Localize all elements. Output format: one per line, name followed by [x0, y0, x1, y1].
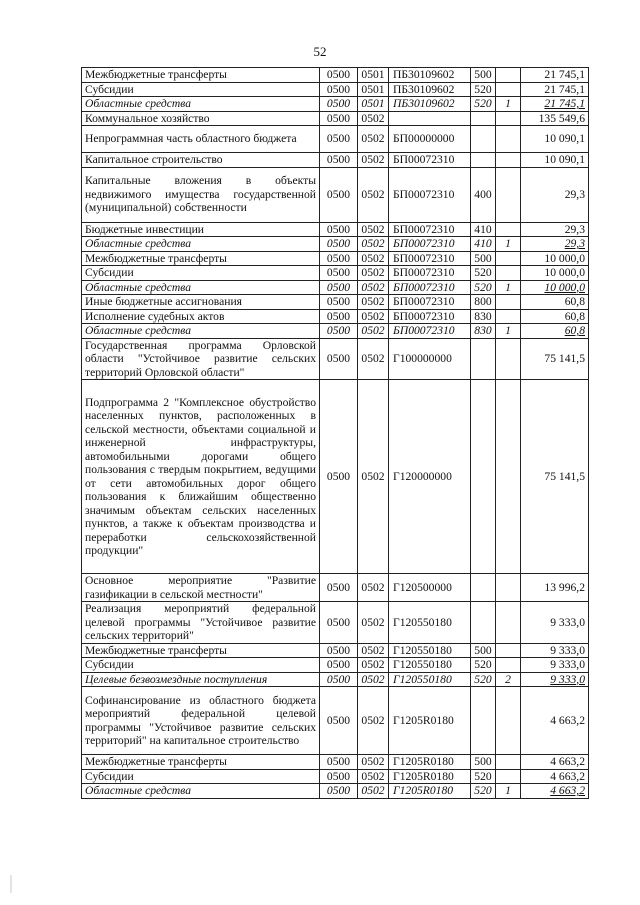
table-row: [82, 574, 589, 602]
row-amount: 10 000,0: [521, 266, 589, 281]
table-row: [82, 295, 589, 310]
row-subsection-code: 0502: [358, 643, 389, 658]
row-target-code: Г1205R0180: [389, 755, 471, 770]
table-row: [82, 380, 589, 574]
row-target-code: Г120500000: [389, 574, 471, 602]
row-expense-type: 520: [471, 82, 496, 97]
row-name: Коммунальное хозяйство: [82, 111, 320, 126]
row-amount: 13 996,2: [521, 574, 589, 602]
row-funding-source: [496, 82, 521, 97]
row-target-code: Г120550180: [389, 643, 471, 658]
row-subsection-code: 0501: [358, 82, 389, 97]
row-funding-source: [496, 111, 521, 126]
row-target-code: Г100000000: [389, 338, 471, 380]
row-target-code: Г1205R0180: [389, 687, 471, 755]
row-amount: 10 090,1: [521, 126, 589, 153]
row-target-code: Г120550180: [389, 602, 471, 644]
row-amount: 21 745,1: [521, 82, 589, 97]
row-target-code: БП00072310: [389, 251, 471, 266]
row-funding-source: 1: [496, 784, 521, 799]
row-amount: 21 745,1: [521, 97, 589, 112]
row-name: Областные средства: [82, 97, 320, 112]
row-amount: 60,8: [521, 295, 589, 310]
row-section-code: 0500: [320, 126, 358, 153]
table-row: [82, 280, 589, 295]
row-expense-type: 500: [471, 643, 496, 658]
row-funding-source: [496, 658, 521, 673]
row-target-code: БП00072310: [389, 295, 471, 310]
row-section-code: 0500: [320, 380, 358, 574]
row-amount: 135 549,6: [521, 111, 589, 126]
row-expense-type: [471, 338, 496, 380]
row-expense-type: [471, 111, 496, 126]
row-funding-source: [496, 251, 521, 266]
row-funding-source: [496, 222, 521, 237]
row-amount: 10 000,0: [521, 280, 589, 295]
row-amount: 4 663,2: [521, 687, 589, 755]
row-amount: 21 745,1: [521, 68, 589, 83]
row-amount: 4 663,2: [521, 769, 589, 784]
table-row: [82, 82, 589, 97]
row-expense-type: [471, 602, 496, 644]
row-funding-source: [496, 153, 521, 168]
row-target-code: БП00072310: [389, 309, 471, 324]
row-funding-source: 1: [496, 237, 521, 252]
budget-table: [81, 67, 589, 799]
row-amount: 60,8: [521, 309, 589, 324]
table-row: [82, 68, 589, 83]
row-subsection-code: 0502: [358, 574, 389, 602]
row-name: Подпрограмма 2 "Комплексное обустройство населенных пунктов, расположенных в сельской местности, объектами социальной и инженерной инфраструктуры, автомобильными дорогами общего пользования с твердым покрытием, ведущими от сети автомобильных дорог общего пользования к ближайшим общественно значимым объектам сельских населенных пунктов, а также к объектам производства и переработки сельскохозяйственной продукции": [82, 380, 320, 574]
row-target-code: Г1205R0180: [389, 784, 471, 799]
row-expense-type: 800: [471, 295, 496, 310]
row-subsection-code: 0502: [358, 266, 389, 281]
row-amount: 9 333,0: [521, 602, 589, 644]
row-amount: 4 663,2: [521, 755, 589, 770]
row-subsection-code: 0502: [358, 309, 389, 324]
row-expense-type: 500: [471, 68, 496, 83]
row-name: Областные средства: [82, 784, 320, 799]
row-funding-source: [496, 338, 521, 380]
row-section-code: 0500: [320, 574, 358, 602]
row-amount: 10 090,1: [521, 153, 589, 168]
row-section-code: 0500: [320, 295, 358, 310]
row-funding-source: [496, 167, 521, 222]
row-amount: 75 141,5: [521, 338, 589, 380]
row-target-code: ПБ30109602: [389, 68, 471, 83]
row-funding-source: 1: [496, 324, 521, 339]
row-name: Субсидии: [82, 266, 320, 281]
row-subsection-code: 0502: [358, 784, 389, 799]
row-funding-source: [496, 574, 521, 602]
row-amount: 9 333,0: [521, 643, 589, 658]
row-expense-type: 830: [471, 324, 496, 339]
row-expense-type: 520: [471, 672, 496, 687]
row-section-code: 0500: [320, 672, 358, 687]
row-amount: 9 333,0: [521, 658, 589, 673]
row-funding-source: 1: [496, 97, 521, 112]
row-name: Исполнение судебных актов: [82, 309, 320, 324]
row-expense-type: 520: [471, 658, 496, 673]
row-section-code: 0500: [320, 237, 358, 252]
row-funding-source: [496, 769, 521, 784]
row-name: Государственная программа Орловской области "Устойчивое развитие сельских территорий Орловской области": [82, 338, 320, 380]
row-target-code: ПБ30109602: [389, 97, 471, 112]
row-expense-type: [471, 574, 496, 602]
page-number: 52: [313, 44, 327, 59]
row-subsection-code: 0502: [358, 237, 389, 252]
row-section-code: 0500: [320, 111, 358, 126]
row-funding-source: [496, 380, 521, 574]
row-funding-source: [496, 68, 521, 83]
row-name: Капитальные вложения в объекты недвижимого имущества государственной (муниципальной) собственности: [82, 167, 320, 222]
table-row: [82, 222, 589, 237]
row-subsection-code: 0501: [358, 97, 389, 112]
row-section-code: 0500: [320, 222, 358, 237]
row-name: Областные средства: [82, 280, 320, 295]
row-expense-type: 520: [471, 97, 496, 112]
row-expense-type: 520: [471, 784, 496, 799]
row-target-code: Г1205R0180: [389, 769, 471, 784]
row-amount: 29,3: [521, 222, 589, 237]
table-row: [82, 153, 589, 168]
row-target-code: Г120000000: [389, 380, 471, 574]
row-expense-type: 520: [471, 280, 496, 295]
row-funding-source: [496, 295, 521, 310]
row-name: Субсидии: [82, 769, 320, 784]
row-section-code: 0500: [320, 324, 358, 339]
row-funding-source: [496, 266, 521, 281]
row-expense-type: [471, 687, 496, 755]
row-name: Субсидии: [82, 658, 320, 673]
row-amount: 60,8: [521, 324, 589, 339]
row-target-code: Г120550180: [389, 672, 471, 687]
row-section-code: 0500: [320, 251, 358, 266]
row-amount: 29,3: [521, 167, 589, 222]
row-section-code: 0500: [320, 153, 358, 168]
row-section-code: 0500: [320, 280, 358, 295]
row-target-code: [389, 111, 471, 126]
table-row: [82, 672, 589, 687]
row-name: Межбюджетные трансферты: [82, 68, 320, 83]
row-funding-source: 2: [496, 672, 521, 687]
row-name: Субсидии: [82, 82, 320, 97]
row-funding-source: [496, 643, 521, 658]
table-row: [82, 769, 589, 784]
row-name: Непрограммная часть областного бюджета: [82, 126, 320, 153]
table-row: [82, 602, 589, 644]
row-subsection-code: 0501: [358, 68, 389, 83]
scan-artifact: [10, 875, 12, 893]
row-subsection-code: 0502: [358, 295, 389, 310]
table-row: [82, 755, 589, 770]
table-body: [82, 68, 589, 799]
row-subsection-code: 0502: [358, 111, 389, 126]
row-subsection-code: 0502: [358, 324, 389, 339]
row-subsection-code: 0502: [358, 672, 389, 687]
row-target-code: БП00072310: [389, 222, 471, 237]
table-row: [82, 97, 589, 112]
table-row: [82, 167, 589, 222]
row-section-code: 0500: [320, 687, 358, 755]
row-expense-type: [471, 126, 496, 153]
table-row: [82, 338, 589, 380]
table-row: [82, 251, 589, 266]
row-expense-type: 500: [471, 755, 496, 770]
table-row: [82, 111, 589, 126]
row-target-code: Г120550180: [389, 658, 471, 673]
row-funding-source: 1: [496, 280, 521, 295]
row-section-code: 0500: [320, 97, 358, 112]
table-row: [82, 126, 589, 153]
table-row: [82, 237, 589, 252]
row-amount: 4 663,2: [521, 784, 589, 799]
row-name: Софинансирование из областного бюджета мероприятий федеральной целевой программы "Устойчивое развитие сельских территорий" на капитальное строительство: [82, 687, 320, 755]
row-subsection-code: 0502: [358, 658, 389, 673]
row-name: Межбюджетные трансферты: [82, 643, 320, 658]
row-amount: 29,3: [521, 237, 589, 252]
row-section-code: 0500: [320, 309, 358, 324]
row-section-code: 0500: [320, 82, 358, 97]
row-name: Межбюджетные трансферты: [82, 251, 320, 266]
row-name: Основное мероприятие "Развитие газификации в сельской местности": [82, 574, 320, 602]
row-subsection-code: 0502: [358, 602, 389, 644]
row-name: Целевые безвозмездные поступления: [82, 672, 320, 687]
row-funding-source: [496, 309, 521, 324]
table-row: [82, 324, 589, 339]
row-target-code: БП00000000: [389, 126, 471, 153]
row-section-code: 0500: [320, 167, 358, 222]
row-name: Иные бюджетные ассигнования: [82, 295, 320, 310]
row-subsection-code: 0502: [358, 153, 389, 168]
row-section-code: 0500: [320, 658, 358, 673]
row-section-code: 0500: [320, 338, 358, 380]
row-subsection-code: 0502: [358, 687, 389, 755]
row-expense-type: 400: [471, 167, 496, 222]
row-expense-type: [471, 380, 496, 574]
row-section-code: 0500: [320, 266, 358, 281]
row-section-code: 0500: [320, 602, 358, 644]
row-section-code: 0500: [320, 769, 358, 784]
row-amount: 75 141,5: [521, 380, 589, 574]
row-name: Межбюджетные трансферты: [82, 755, 320, 770]
row-subsection-code: 0502: [358, 167, 389, 222]
row-subsection-code: 0502: [358, 222, 389, 237]
row-subsection-code: 0502: [358, 251, 389, 266]
row-expense-type: 520: [471, 266, 496, 281]
row-section-code: 0500: [320, 68, 358, 83]
row-section-code: 0500: [320, 643, 358, 658]
row-target-code: БП00072310: [389, 237, 471, 252]
table-row: [82, 266, 589, 281]
row-expense-type: 410: [471, 237, 496, 252]
row-funding-source: [496, 755, 521, 770]
row-subsection-code: 0502: [358, 280, 389, 295]
row-funding-source: [496, 126, 521, 153]
table-row: [82, 687, 589, 755]
row-expense-type: 410: [471, 222, 496, 237]
row-target-code: ПБ30109602: [389, 82, 471, 97]
row-name: Бюджетные инвестиции: [82, 222, 320, 237]
row-amount: 9 333,0: [521, 672, 589, 687]
row-target-code: БП00072310: [389, 280, 471, 295]
table-row: [82, 658, 589, 673]
table-row: [82, 643, 589, 658]
row-target-code: БП00072310: [389, 153, 471, 168]
row-target-code: БП00072310: [389, 324, 471, 339]
row-subsection-code: 0502: [358, 755, 389, 770]
table-row: [82, 784, 589, 799]
row-name: Реализация мероприятий федеральной целевой программы "Устойчивое развитие сельских территорий": [82, 602, 320, 644]
row-subsection-code: 0502: [358, 380, 389, 574]
row-funding-source: [496, 687, 521, 755]
row-expense-type: 500: [471, 251, 496, 266]
row-section-code: 0500: [320, 784, 358, 799]
row-subsection-code: 0502: [358, 769, 389, 784]
row-name: Капитальное строительство: [82, 153, 320, 168]
table-row: [82, 309, 589, 324]
row-expense-type: 520: [471, 769, 496, 784]
row-name: Областные средства: [82, 237, 320, 252]
row-subsection-code: 0502: [358, 126, 389, 153]
row-subsection-code: 0502: [358, 338, 389, 380]
row-amount: 10 000,0: [521, 251, 589, 266]
row-target-code: БП00072310: [389, 167, 471, 222]
row-name: Областные средства: [82, 324, 320, 339]
row-section-code: 0500: [320, 755, 358, 770]
row-funding-source: [496, 602, 521, 644]
row-expense-type: [471, 153, 496, 168]
row-expense-type: 830: [471, 309, 496, 324]
row-target-code: БП00072310: [389, 266, 471, 281]
